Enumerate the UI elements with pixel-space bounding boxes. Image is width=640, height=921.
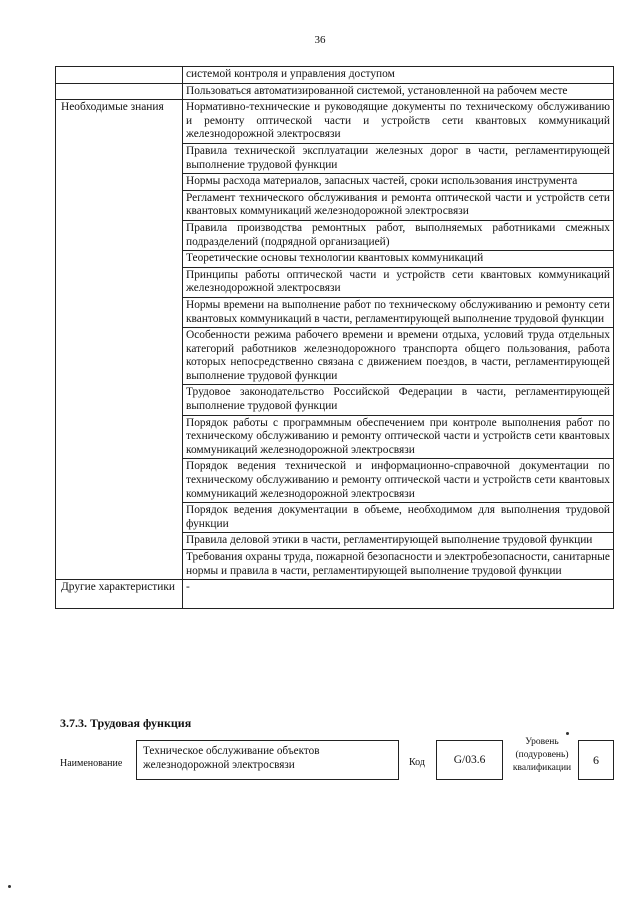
scan-speck: [566, 732, 569, 735]
labor-function-header: [60, 733, 620, 793]
knowledge-cell: [183, 459, 614, 503]
other-label-cell: Другие характеристики: [56, 580, 183, 609]
continuation-cell: [183, 67, 614, 84]
table-row: [56, 67, 614, 84]
code-label: Код: [409, 757, 425, 768]
knowledge-cell: [183, 174, 614, 191]
row-text: Теоретические основы технологии квантовых коммуникаций: [186, 252, 484, 265]
knowledge-cell: [183, 503, 614, 533]
table-row: [56, 580, 614, 609]
requirements-table: [55, 66, 614, 609]
knowledge-cell: [183, 190, 614, 220]
page-number: 36: [314, 34, 326, 46]
label-cell-empty: [56, 67, 183, 84]
row-text: Регламент технического обслуживания и ремонта оптической части и устройств сети квантовых коммуникаций железнодорожной электросвязи: [186, 191, 610, 218]
row-text: Трудовое законодательство Российской Федерации в части, регламентирующей выполнение трудовой функции: [186, 386, 610, 413]
knowledge-cell: [183, 143, 614, 173]
knowledge-cell: [183, 385, 614, 415]
row-text: Правила деловой этики в части, регламентирующей выполнение трудовой функции: [186, 534, 593, 547]
section-title: 3.7.3. Трудовая функция: [60, 716, 192, 730]
code-value-box: G/03.6: [436, 740, 503, 780]
knowledge-cell: [183, 415, 614, 459]
row-text: системой контроля и управления доступом: [186, 68, 395, 80]
knowledge-cell: [183, 297, 614, 327]
row-text: Нормы времени на выполнение работ по техническому обслуживанию и ремонту сети квантовых коммуникаций в части, регламентирующей выполнение трудовой функции: [186, 298, 610, 325]
row-text: Требования охраны труда, пожарной безопасности и электробезопасности, санитарные нормы и правила в части, регламентирующей выполнение трудовой функции: [186, 551, 610, 577]
label-cell-empty: [56, 83, 183, 100]
qualification-level-label: Уровень (подуровень) квалификации: [512, 737, 572, 773]
knowledge-cell: [183, 100, 614, 144]
row-text: Правила технической эксплуатации железных дорог в части, регламентирующей выполнение трудовой функции: [186, 144, 610, 171]
knowledge-cell: [183, 220, 614, 250]
qualification-level-box: 6: [578, 740, 614, 780]
row-text: Особенности режима рабочего времени и времени отдыха, условий труда отдельных категорий работников железнодорожного транспорта общего пользования, работа которых непосредственно связана с движением поездов, в части, регламентирующей выполнение трудовой функции: [186, 329, 610, 382]
knowledge-cell: [183, 328, 614, 385]
table-row: [56, 83, 614, 100]
knowledge-cell: [183, 533, 614, 550]
row-text: Порядок работы с программным обеспечением при контроле выполнения работ по техническому обслуживанию и ремонту оптической части и устройств сети квантовых коммуникаций железнодорожной электросвязи: [186, 416, 610, 456]
row-text: Правила производства ремонтных работ, выполняемых работниками смежных подразделений (подрядной организацией): [186, 221, 610, 248]
knowledge-cell: [183, 550, 614, 580]
knowledge-cell: [183, 251, 614, 268]
knowledge-cell: [183, 267, 614, 297]
table-row: [56, 100, 614, 144]
name-label: Наименование: [60, 758, 123, 769]
row-text: Принципы работы оптической части и устройств сети квантовых коммуникаций железнодорожной электросвязи: [186, 268, 610, 295]
name-value-box: Техническое обслуживание объектов железнодорожной электросвязи: [136, 740, 399, 780]
other-value-cell: -: [183, 580, 614, 609]
row-text: Нормы расхода материалов, запасных частей, сроки использования инструмента: [186, 175, 578, 188]
continuation-cell: [183, 83, 614, 100]
row-text: Нормативно-технические и руководящие документы по техническому обслуживанию и ремонту оптической части и устройств сети квантовых коммуникаций железнодорожной электросвязи: [186, 101, 610, 141]
row-text: Пользоваться автоматизированной системой, установленной на рабочем месте: [186, 84, 568, 97]
row-text: Порядок ведения документации в объеме, необходимом для выполнения трудовой функции: [186, 504, 610, 530]
row-text: Порядок ведения технической и информационно-справочной документации по техническому обслуживанию и ремонту оптической части и устройств сети квантовых коммуникаций железнодорожной электросвязи: [186, 460, 610, 500]
scan-speck: [8, 885, 11, 888]
knowledge-label-cell: Необходимые знания: [56, 100, 183, 580]
requirements-table-body: [56, 67, 614, 609]
